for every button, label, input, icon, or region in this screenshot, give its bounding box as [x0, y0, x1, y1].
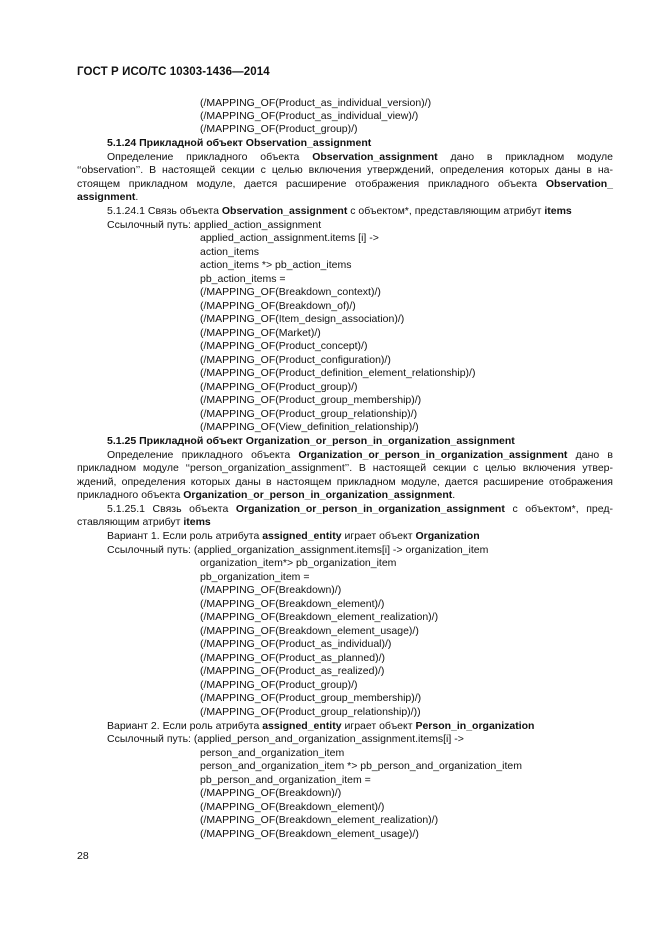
section-heading-5-1-24: 5.1.24 Прикладной объект Observation_assignment [107, 137, 372, 149]
ref-line: (/MAPPING_OF(Breakdown_element_usage)/) [200, 625, 419, 637]
mapping-line: (/MAPPING_OF(Product_as_individual_view)/) [200, 110, 419, 122]
ref-line: (/MAPPING_OF(Product_definition_element_relationship)/) [200, 367, 476, 379]
mapping-line: (/MAPPING_OF(Product_as_individual_version)/) [200, 97, 432, 109]
ref-line: (/MAPPING_OF(Breakdown_element)/) [200, 801, 385, 813]
reference-path: Ссылочный путь: applied_action_assignment [107, 219, 322, 231]
ref-line: (/MAPPING_OF(Product_group)/) [200, 381, 358, 393]
ref-line: organization_item*> pb_organization_item [200, 557, 397, 569]
document-header: ГОСТ Р ИСО/ТС 10303-1436—2014 [77, 66, 270, 78]
reference-path: Ссылочный путь: (applied_organization_assignment.items[i] -> organization_item [107, 544, 489, 556]
ref-line: pb_action_items = [200, 273, 286, 285]
ref-line: (/MAPPING_OF(Market)/) [200, 327, 321, 339]
paragraph-line: ставляющим атрибут items [77, 516, 211, 528]
ref-line: pb_organization_item = [200, 571, 310, 583]
page-number: 28 [77, 850, 89, 862]
ref-line: (/MAPPING_OF(Product_group_relationship)/) [200, 408, 418, 420]
ref-line: (/MAPPING_OF(Breakdown_of)/) [200, 300, 356, 312]
ref-line: action_items [200, 246, 259, 258]
ref-line: (/MAPPING_OF(Product_group_membership)/) [200, 394, 422, 406]
ref-line: (/MAPPING_OF(Product_as_planned)/) [200, 652, 385, 664]
ref-line: (/MAPPING_OF(Product_group)/) [200, 679, 358, 691]
variant-2: Вариант 2. Если роль атрибута assigned_entity играет объект Person_in_organization [107, 720, 535, 732]
paragraph-line: ‘‘observation’’. В настоящей секции с целью включения утверждений, определения которых даны в на- [77, 164, 613, 176]
paragraph-line: assignment. [77, 191, 139, 203]
ref-line: (/MAPPING_OF(Breakdown_context)/) [200, 286, 381, 298]
ref-line: (/MAPPING_OF(Breakdown)/) [200, 787, 342, 799]
ref-line: (/MAPPING_OF(Product_concept)/) [200, 340, 368, 352]
ref-line: (/MAPPING_OF(Breakdown_element_realization)/) [200, 611, 439, 623]
ref-line: (/MAPPING_OF(Product_as_realized)/) [200, 665, 385, 677]
ref-line: (/MAPPING_OF(Breakdown_element)/) [200, 598, 385, 610]
ref-line: applied_action_assignment.items [i] -> [200, 232, 379, 244]
ref-line: person_and_organization_item *> pb_person_and_organization_item [200, 760, 522, 772]
paragraph-line: Определение прикладного объекта Organization_or_person_in_organization_assignment дано в [107, 449, 613, 461]
ref-line: (/MAPPING_OF(Breakdown)/) [200, 584, 342, 596]
mapping-line: (/MAPPING_OF(Product_group)/) [200, 123, 358, 135]
ref-line: pb_person_and_organization_item = [200, 774, 371, 786]
variant-1: Вариант 1. Если роль атрибута assigned_entity играет объект Organization [107, 530, 480, 542]
ref-line: person_and_organization_item [200, 747, 345, 759]
ref-line: (/MAPPING_OF(Product_configuration)/) [200, 354, 391, 366]
ref-line: (/MAPPING_OF(Breakdown_element_realization)/) [200, 814, 439, 826]
paragraph-line: прикладном модуле ‘‘person_organization_assignment’’. В настоящей секции с целью включения утвер- [77, 462, 613, 474]
ref-line: action_items *> pb_action_items [200, 259, 352, 271]
section-heading-5-1-25: 5.1.25 Прикладной объект Organization_or_person_in_organization_assignment [107, 435, 515, 447]
reference-path: Ссылочный путь: (applied_person_and_organization_assignment.items[i] -> [107, 733, 464, 745]
ref-line: (/MAPPING_OF(Product_group_membership)/) [200, 692, 422, 704]
ref-line: (/MAPPING_OF(View_definition_relationship)/) [200, 421, 419, 433]
ref-line: (/MAPPING_OF(Product_group_relationship)/)) [200, 706, 421, 718]
ref-line: (/MAPPING_OF(Item_design_association)/) [200, 313, 405, 325]
subsection-5-1-24-1: 5.1.24.1 Связь объекта Observation_assignment с объектом*, представляющим атрибут items [107, 205, 572, 217]
subsection-5-1-25-1: 5.1.25.1 Связь объекта Organization_or_person_in_organization_assignment с объектом*, пред- [107, 503, 613, 515]
paragraph-line: стоящем прикладном модуле, дается расширение отображения прикладного объекта Observation_ [77, 178, 613, 190]
paragraph-line: Определение прикладного объекта Observation_assignment дано в прикладном модуле [107, 151, 613, 163]
paragraph-line: прикладного объекта Organization_or_person_in_organization_assignment. [77, 489, 456, 501]
ref-line: (/MAPPING_OF(Product_as_individual)/) [200, 638, 392, 650]
ref-line: (/MAPPING_OF(Breakdown_element_usage)/) [200, 828, 419, 840]
paragraph-line: ждений, определения которых даны в настоящем прикладном модуле, дается расширение отображения [77, 476, 613, 488]
